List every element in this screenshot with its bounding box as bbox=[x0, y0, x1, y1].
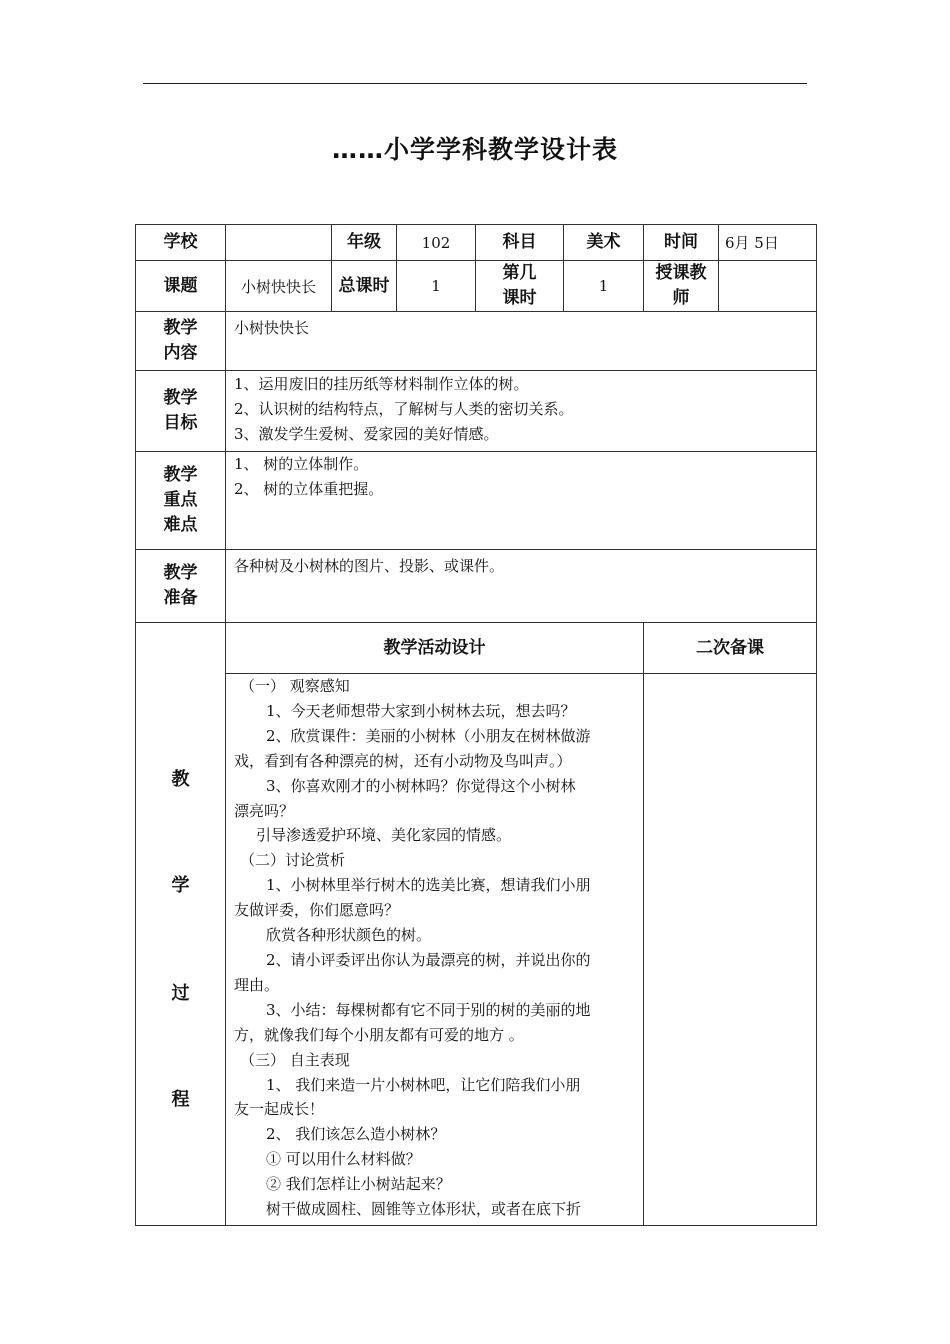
row-process-header bbox=[136, 623, 817, 674]
activity-line: 戏，看到有各种漂亮的树，还有小动物及鸟叫声。） bbox=[234, 751, 572, 770]
header-rule bbox=[143, 83, 807, 84]
school-value bbox=[226, 225, 332, 261]
lesson-number-value: 1 bbox=[564, 261, 644, 312]
teacher-value bbox=[719, 261, 817, 312]
activity-line: 2、 我们该怎么造小树林？ bbox=[266, 1125, 446, 1144]
time-label: 时间 bbox=[644, 225, 719, 261]
time-value: 6月 5日 bbox=[719, 225, 817, 261]
lesson-number-label: 第几课时 bbox=[476, 261, 564, 312]
activity-line: 引导渗透爱护环境、美化家园的情感。 bbox=[256, 826, 512, 845]
page-title: ……小学学科教学设计表 bbox=[331, 135, 618, 164]
key-points-label: 教学重点难点 bbox=[136, 452, 226, 550]
content-label: 教学内容 bbox=[136, 312, 226, 371]
school-label: 学校 bbox=[136, 225, 226, 261]
goals-label: 教学目标 bbox=[136, 371, 226, 452]
teacher-label: 授课教师 bbox=[644, 261, 719, 312]
process-label-char: 程 bbox=[171, 1089, 190, 1110]
activity-line: 方，就像我们每个小朋友都有可爱的地方 。 bbox=[234, 1025, 524, 1044]
process-label-char: 过 bbox=[171, 983, 190, 1004]
activity-line: 1、小树林里举行树木的选美比赛，想请我们小朋 bbox=[266, 876, 591, 895]
grade-label: 年级 bbox=[332, 225, 397, 261]
activity-line: ② 我们怎样让小树站起来？ bbox=[266, 1175, 451, 1194]
goal-line: 3、激发学生爱树、爱家园的美好情感。 bbox=[234, 425, 499, 443]
goal-line: 2、认识树的结构特点，了解树与人类的密切关系。 bbox=[234, 400, 574, 418]
grade-value: 102 bbox=[397, 225, 476, 261]
row-school bbox=[136, 225, 817, 261]
process-label bbox=[136, 623, 226, 1226]
second-prep-header: 二次备课 bbox=[644, 623, 817, 674]
activity-line: 1、今天老师想带大家到小树林去玩，想去吗？ bbox=[266, 701, 576, 720]
key-points-text bbox=[226, 452, 817, 550]
activity-design-body bbox=[226, 674, 644, 1226]
second-prep-body bbox=[644, 674, 817, 1226]
total-hours-value: 1 bbox=[397, 261, 476, 312]
preparation-label: 教学准备 bbox=[136, 550, 226, 623]
goals-text bbox=[226, 371, 817, 452]
content-text: 小树快快长 bbox=[226, 312, 817, 371]
activity-line: 1、 我们来造一片小树林吧，让它们陪我们小朋 bbox=[266, 1075, 581, 1094]
activity-line: 友一起成长！ bbox=[234, 1100, 325, 1119]
activity-line: 友做评委，你们愿意吗？ bbox=[234, 901, 400, 920]
row-goals bbox=[136, 371, 817, 452]
activity-line: （三） 自主表现 bbox=[240, 1050, 350, 1069]
row-preparation bbox=[136, 550, 817, 623]
row-key-points bbox=[136, 452, 817, 550]
topic-label: 课题 bbox=[136, 261, 226, 312]
subject-label: 科目 bbox=[476, 225, 564, 261]
lesson-design-table bbox=[135, 224, 817, 1226]
key-point-line: 1、 树的立体制作。 bbox=[234, 455, 369, 473]
activity-line: （一） 观察感知 bbox=[240, 677, 350, 695]
row-topic bbox=[136, 261, 817, 312]
activity-line: （二）讨论赏析 bbox=[240, 851, 346, 870]
total-hours-label: 总课时 bbox=[332, 261, 397, 312]
activity-line: 理由。 bbox=[234, 975, 280, 994]
activity-line: 2、请小评委评出你认为最漂亮的树，并说出你的 bbox=[266, 950, 591, 969]
topic-value: 小树快快长 bbox=[226, 261, 332, 312]
subject-value: 美术 bbox=[564, 225, 644, 261]
activity-line: ① 可以用什么材料做？ bbox=[266, 1150, 421, 1169]
activity-design-header: 教学活动设计 bbox=[226, 623, 644, 674]
key-point-line: 2、 树的立体重把握。 bbox=[234, 480, 384, 498]
activity-line: 3、小结：每棵树都有它不同于别的树的美丽的地 bbox=[266, 1000, 591, 1019]
activity-line: 漂亮吗？ bbox=[234, 801, 295, 820]
activity-line: 3、你喜欢刚才的小树林吗？你觉得这个小树林 bbox=[266, 776, 576, 795]
goal-line: 1、运用废旧的挂历纸等材料制作立体的树。 bbox=[234, 375, 529, 393]
process-label-char: 教 bbox=[171, 769, 190, 790]
process-label-char: 学 bbox=[171, 875, 190, 896]
activity-line: 2、欣赏课件：美丽的小树林（小朋友在树林做游 bbox=[266, 726, 591, 745]
activity-line: 欣赏各种形状颜色的树。 bbox=[266, 926, 432, 945]
activity-line: 树干做成圆柱、圆锥等立体形状，或者在底下折 bbox=[266, 1200, 582, 1219]
preparation-text: 各种树及小树林的图片、投影、或课件。 bbox=[226, 550, 817, 623]
row-process-body bbox=[136, 674, 817, 1226]
row-content bbox=[136, 312, 817, 371]
